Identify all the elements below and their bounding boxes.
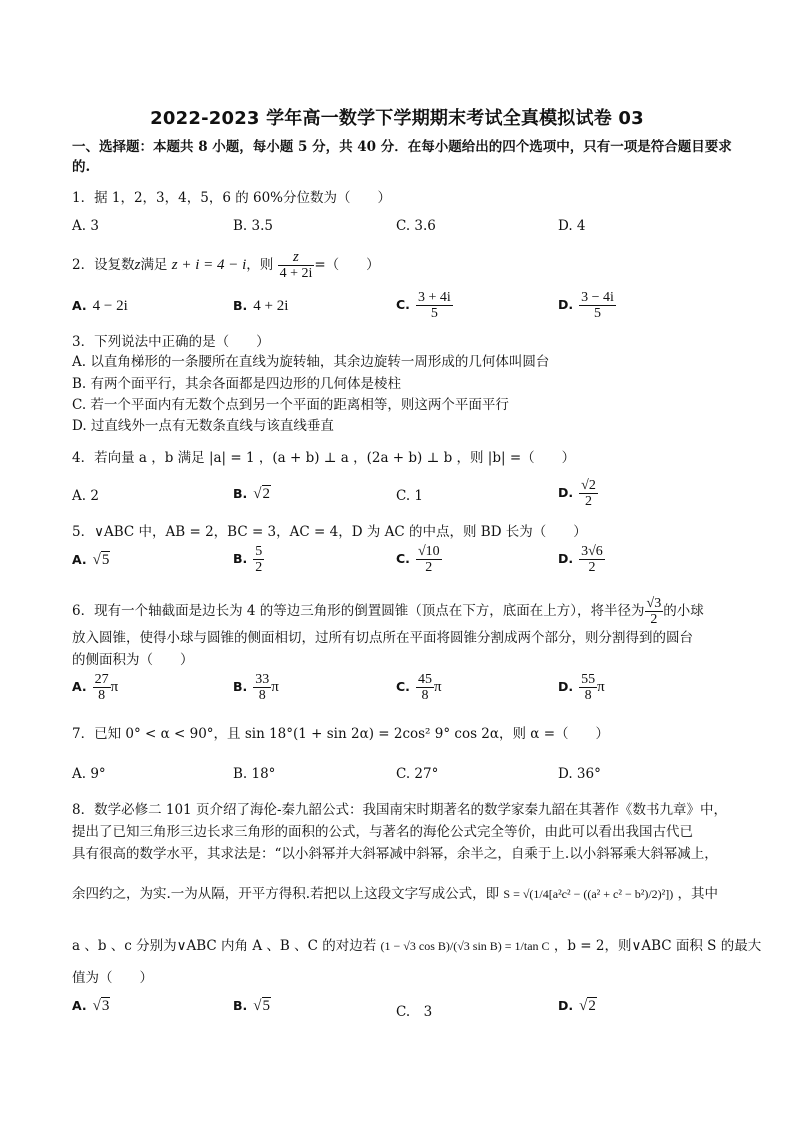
question-8-line-6: 值为（ ）	[72, 970, 153, 986]
q8-condition: (1 − √3 cos B)/(√3 sin B) = 1/tan C	[380, 939, 550, 953]
q6-option-d: D. $\frac{55}{8}$ π	[558, 672, 605, 703]
q4-option-a: A. 2	[72, 488, 99, 504]
question-1-stem: 1．据 1，2，3，4，5，6 的 60%分位数为（ ）	[72, 190, 392, 206]
question-8-line-2: 提出了已知三角形三边长求三角形的面积的公式，与著名的海伦公式完全等价，由此可以看出我国古代已	[72, 824, 693, 840]
heron-qin-formula: S = √(1/4[a²c² − ((a² + c² − b²)/2)²])	[503, 887, 674, 901]
q8-option-c: C. 3	[396, 1004, 433, 1020]
q6-option-b: B. $\frac{33}{8}$ π	[233, 672, 279, 703]
q4-option-b: B. √2	[233, 486, 271, 502]
q4-option-c: C. 1	[396, 488, 424, 504]
q3-option-b: B. 有两个面平行，其余各面都是四边形的几何体是棱柱	[72, 376, 402, 392]
section-heading: 一、选择题：本题共 8 小题，每小题 5 分，共 40 分．在每小题给出的四个选项中，只有一项是符合题目要求的.	[72, 139, 732, 175]
q2-fraction: $\frac{z}{4 + 2i}$	[279, 249, 313, 281]
question-8-line-3: 具有很高的数学水平，其求法是：“以小斜幂并大斜幂减中斜幂，余半之，自乘于上.以小斜幂乘大斜幂减上，	[72, 846, 718, 862]
page-title: 2022-2023 学年高一数学下学期期末考试全真模拟试卷 03	[150, 108, 644, 129]
q5-option-d: D. $\frac{3√6}{2}$	[558, 544, 603, 575]
q4-option-d: D. $\frac{√2}{2}$	[558, 478, 596, 509]
q3-option-d: D. 过直线外一点有无数条直线与该直线垂直	[72, 418, 334, 434]
question-8-line-5: a 、b 、c 分别为∨ABC 内角 A 、B 、C 的对边若 (1 − √3 cos B)/(√3 sin B) = 1/tan C ，b = 2，则∨ABC 面积 S 的最大	[72, 938, 762, 954]
q1-option-d: D. 4	[558, 218, 586, 234]
q7-option-a: A. 9°	[72, 766, 106, 782]
q3-option-a: A. 以直角梯形的一条腰所在直线为旋转轴，其余边旋转一周形成的几何体叫圆台	[72, 354, 550, 370]
q1-option-a: A. 3	[72, 218, 99, 234]
q8-option-b: B. √5	[233, 998, 271, 1014]
question-7-stem: 7．已知 0° < α < 90°，且 sin 18°(1 + sin 2α) = 2cos² 9° cos 2α，则 α =（ ）	[72, 726, 610, 742]
q5-option-b: B. $\frac{5}{2}$	[233, 544, 263, 575]
q5-option-c: C. $\frac{√10}{2}$	[396, 544, 440, 575]
q5-option-a: A. √5	[72, 552, 110, 568]
q1-option-c: C. 3.6	[396, 218, 436, 234]
question-5-stem: 5．∨ABC 中，AB = 2，BC = 3，AC = 4，D 为 AC 的中点，则 BD 长为（ ）	[72, 524, 587, 540]
q7-option-d: D. 36°	[558, 766, 601, 782]
question-4-stem: 4．若向量 a ，b 满足 |a| = 1 ，(a + b) ⊥ a ，(2a + b) ⊥ b ，则 |b| =（ ）	[72, 450, 576, 466]
q2-option-d: D. $\frac{3 - 4i}{5}$	[558, 290, 614, 321]
q7-option-c: C. 27°	[396, 766, 439, 782]
q8-option-a: A. √3	[72, 998, 110, 1014]
question-6-line-3: 的侧面积为（ ）	[72, 652, 194, 668]
q3-option-c: C. 若一个平面内有无数个点到另一个平面的距离相等，则这两个平面平行	[72, 397, 509, 413]
question-2-stem: 2．设复数z满足 z + i = 4 − i，则 $\frac{z}{4 + 2i}$ =（ ）	[72, 249, 380, 281]
q6-option-a: A. $\frac{27}{8}$ π	[72, 672, 119, 703]
question-6-line-1: 6．现有一个轴截面是边长为 4 的等边三角形的倒置圆锥（顶点在下方，底面在上方），将半径为 $\frac{√3}{2}$ 的小球	[72, 596, 704, 627]
q2-option-b: B. 4 + 2i	[233, 298, 289, 314]
q6-option-c: C. $\frac{45}{8}$ π	[396, 672, 442, 703]
q2-option-c: C. $\frac{3 + 4i}{5}$	[396, 290, 451, 321]
question-8-line-1: 8．数学必修二 101 页介绍了海伦-秦九韶公式：我国南宋时期著名的数学家秦九韶在其著作《数书九章》中，	[72, 802, 727, 818]
q1-option-b: B. 3.5	[233, 218, 273, 234]
question-6-line-2: 放入圆锥，使得小球与圆锥的侧面相切，过所有切点所在平面将圆锥分割成两个部分，则分割得到的圆台	[72, 630, 693, 646]
q7-option-b: B. 18°	[233, 766, 276, 782]
question-3-stem: 3．下列说法中正确的是（ ）	[72, 334, 270, 350]
q2-option-a: A. 4 − 2i	[72, 298, 128, 314]
question-8-line-4: 余四约之，为实.一为从隔，开平方得积.若把以上这段文字写成公式，即 S = √(1/4[a²c² − ((a² + c² − b²)/2)²]) ，其中	[72, 886, 719, 902]
q8-option-d: D. √2	[558, 998, 596, 1014]
